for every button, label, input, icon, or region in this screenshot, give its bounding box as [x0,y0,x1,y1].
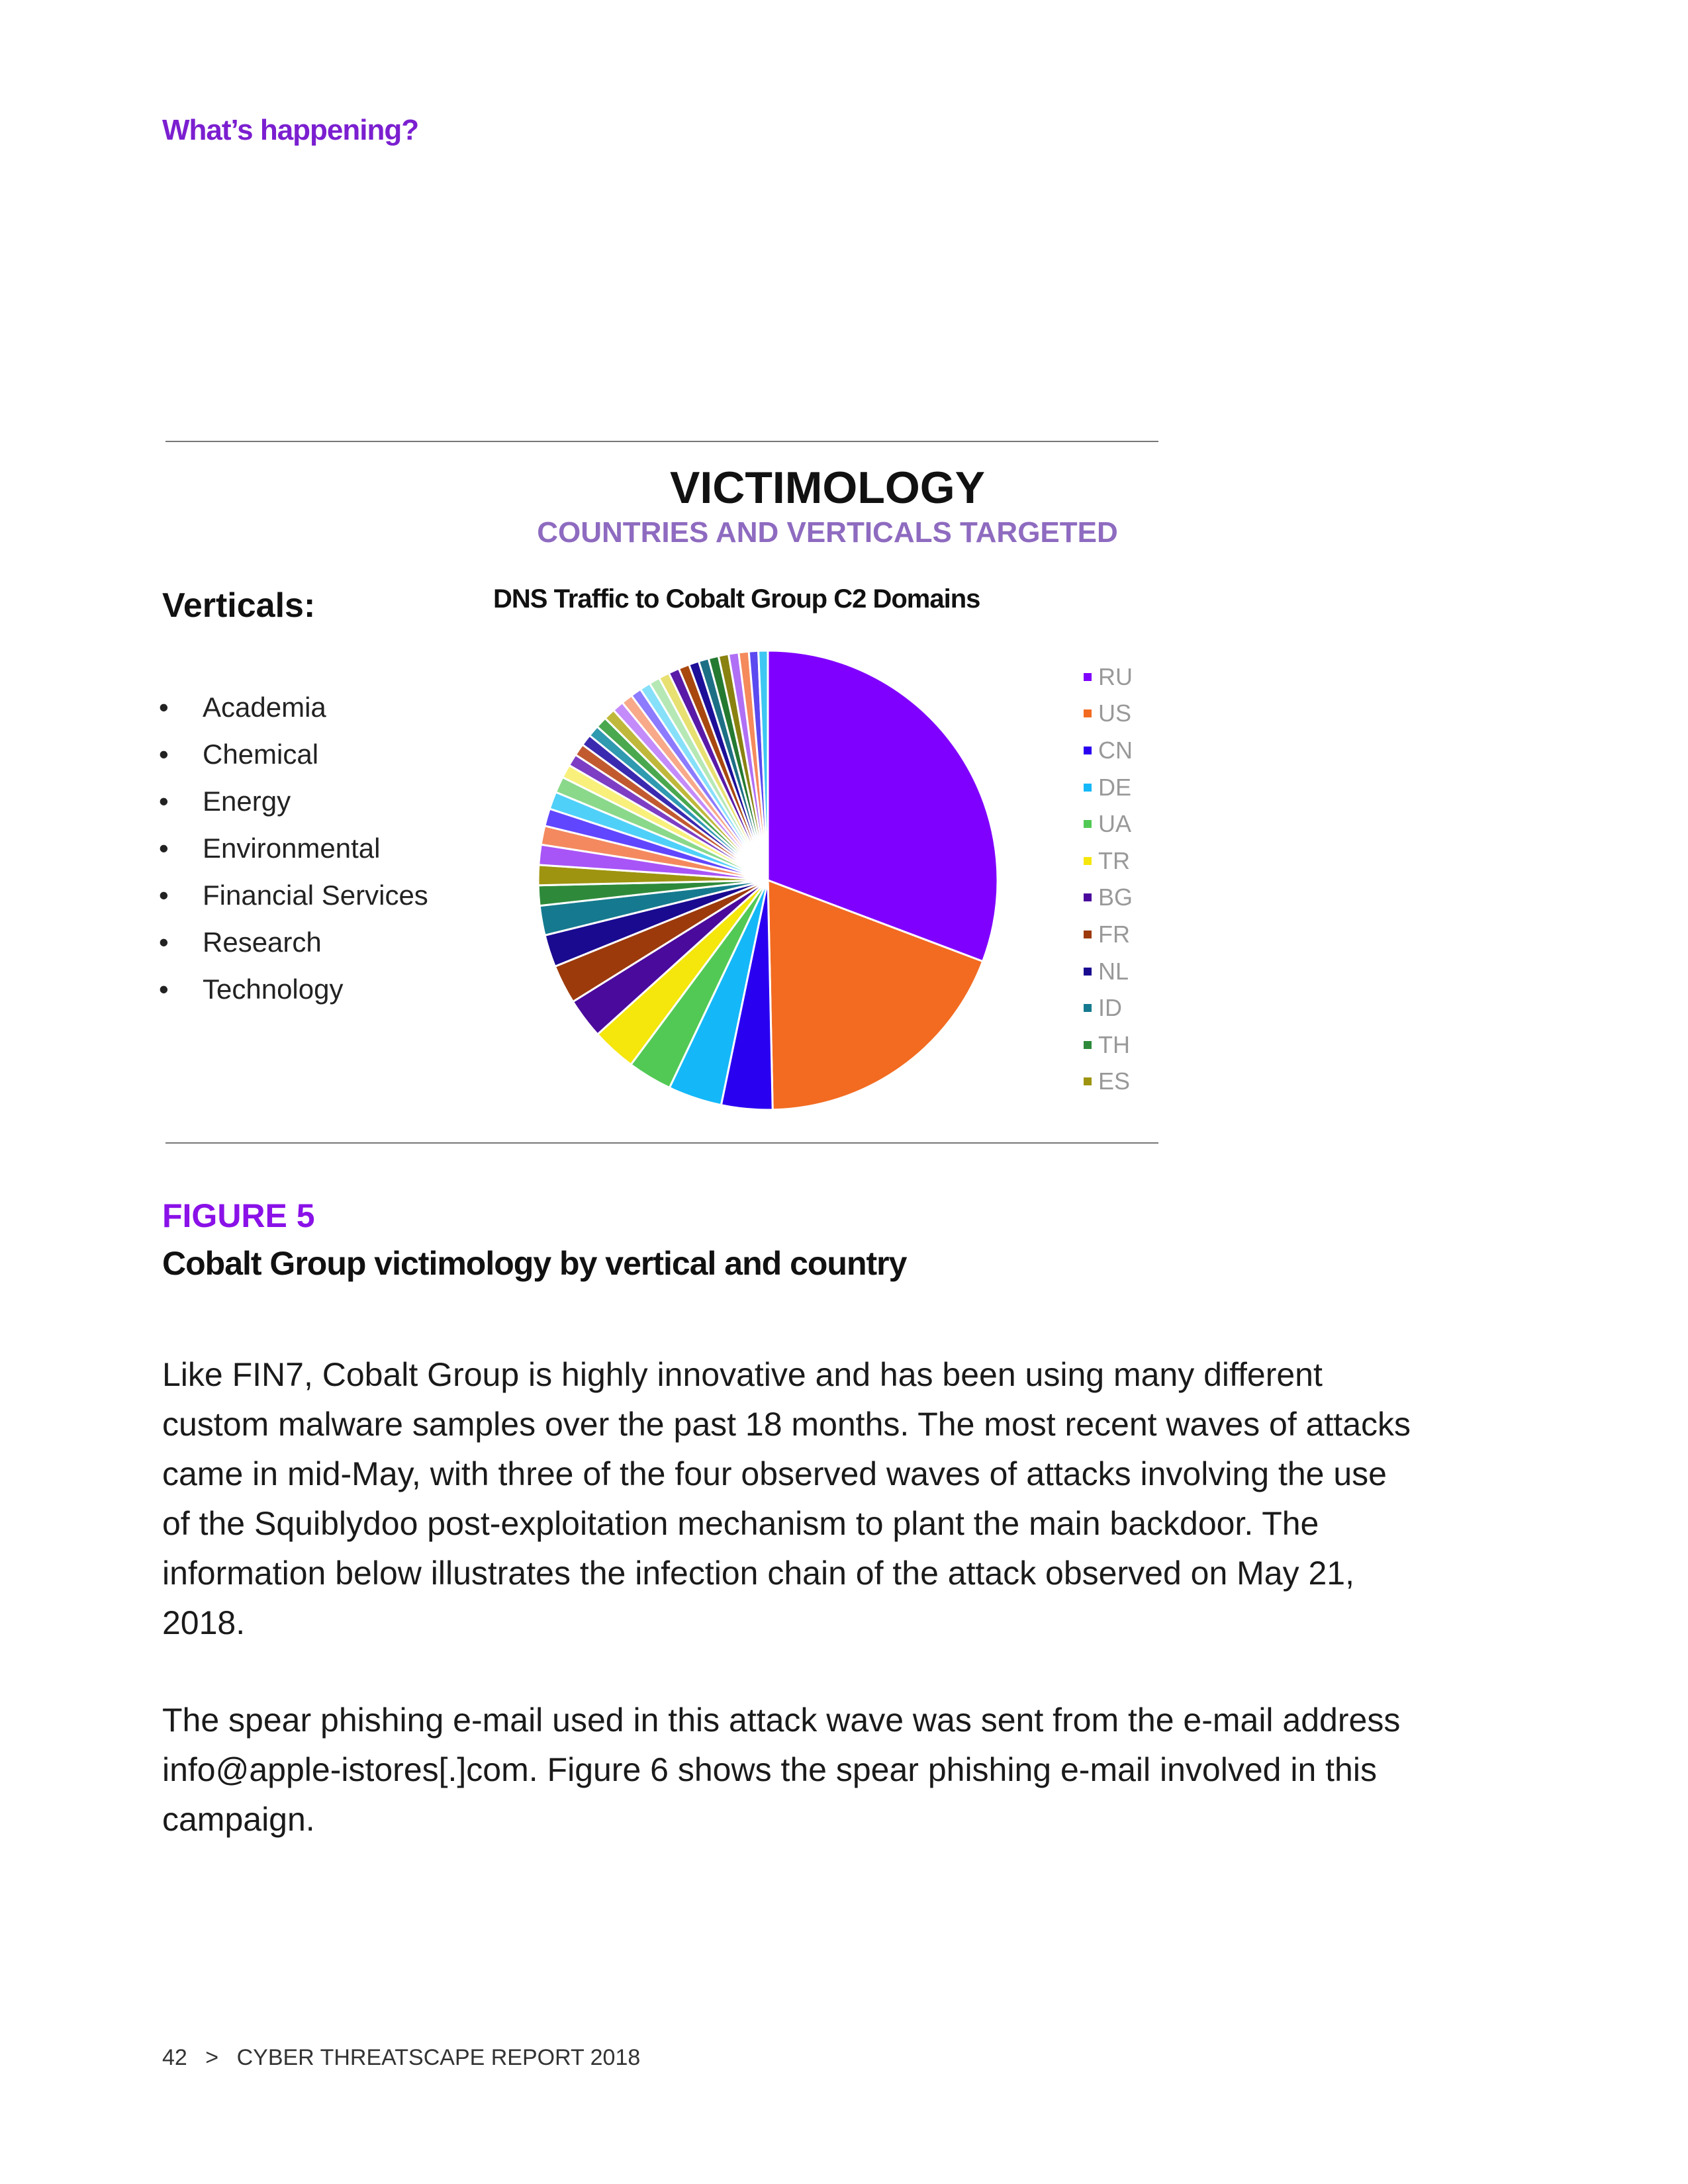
pie-chart [516,629,1019,1132]
legend-swatch [1084,1004,1092,1012]
legend-item-es [1084,1064,1133,1101]
legend-swatch [1084,747,1092,754]
legend-item-ua [1084,805,1133,842]
legend-label: TH [1098,1030,1130,1058]
page-footer [162,2045,640,2071]
legend-item-nl [1084,953,1133,990]
legend-label: NL [1098,957,1129,985]
legend-label: FR [1098,920,1130,948]
verticals-list [159,692,428,1021]
page-number: 42 [162,2045,187,2070]
legend-item-cn [1084,732,1133,769]
legend-item-fr [1084,916,1133,953]
vertical-item: • Environmental [159,833,428,880]
legend-swatch [1084,673,1092,681]
legend-swatch [1084,1077,1092,1085]
verticals-heading: Verticals: [162,586,316,625]
figure-label: FIGURE 5 [162,1197,315,1234]
legend-item-th [1084,1026,1133,1064]
body-paragraph: Like FIN7, Cobalt Group is highly innovative and has been using many different custom malware samples over the past 18 months. The most recent waves of attacks came in mid-May, with three of the four observed waves of attacks involving the use of the Squiblydoo post-exploitation mechanism to plant the main backdoor. The information below illustrates the infection chain of the attack observed on May 21, 2018. [162,1356,1411,1641]
legend-swatch [1084,784,1092,792]
chart-legend [1084,659,1133,1100]
vertical-item: • Financial Services [159,880,428,927]
vertical-item: • Energy [159,786,428,833]
legend-label: RU [1098,662,1133,690]
legend-label: ES [1098,1068,1131,1095]
legend-swatch [1084,968,1092,976]
body-paragraph: The spear phishing e-mail used in this attack wave was sent from the e-mail address info@apple-istores[.]com. Figure 6 shows the spear phishing e-mail involved in this campaign. [162,1702,1401,1838]
report-title: CYBER THREATSCAPE REPORT 2018 [236,2045,641,2070]
legend-swatch [1084,857,1092,865]
section-label: What’s happening? [162,114,419,146]
vertical-item: • Technology [159,974,428,1021]
legend-item-tr [1084,842,1133,880]
legend-swatch [1084,709,1092,717]
vertical-item: • Academia [159,692,428,739]
legend-item-bg [1084,880,1133,917]
legend-item-id [1084,989,1133,1026]
figure-bottom-divider [165,1142,1158,1144]
legend-label: ID [1098,994,1122,1022]
figure-subtitle: COUNTRIES AND VERTICALS TARGETED [537,516,1118,549]
legend-label: CN [1098,736,1133,764]
chart-title: DNS Traffic to Cobalt Group C2 Domains [493,584,980,614]
vertical-item: • Chemical [159,739,428,786]
figure-title: VICTIMOLOGY [670,463,985,513]
footer-separator: > [205,2045,219,2070]
legend-swatch [1084,893,1092,901]
vertical-item: • Research [159,927,428,974]
legend-label: BG [1098,884,1133,911]
legend-swatch [1084,931,1092,938]
legend-label: UA [1098,810,1132,838]
legend-item-ru [1084,659,1133,696]
legend-swatch [1084,820,1092,828]
figure-top-divider [165,441,1158,442]
legend-item-us [1084,696,1133,733]
legend-item-de [1084,769,1133,806]
figure-caption: Cobalt Group victimology by vertical and country [162,1245,907,1282]
legend-label: TR [1098,846,1130,874]
legend-label: DE [1098,773,1132,801]
legend-swatch [1084,1041,1092,1049]
legend-label: US [1098,700,1132,727]
